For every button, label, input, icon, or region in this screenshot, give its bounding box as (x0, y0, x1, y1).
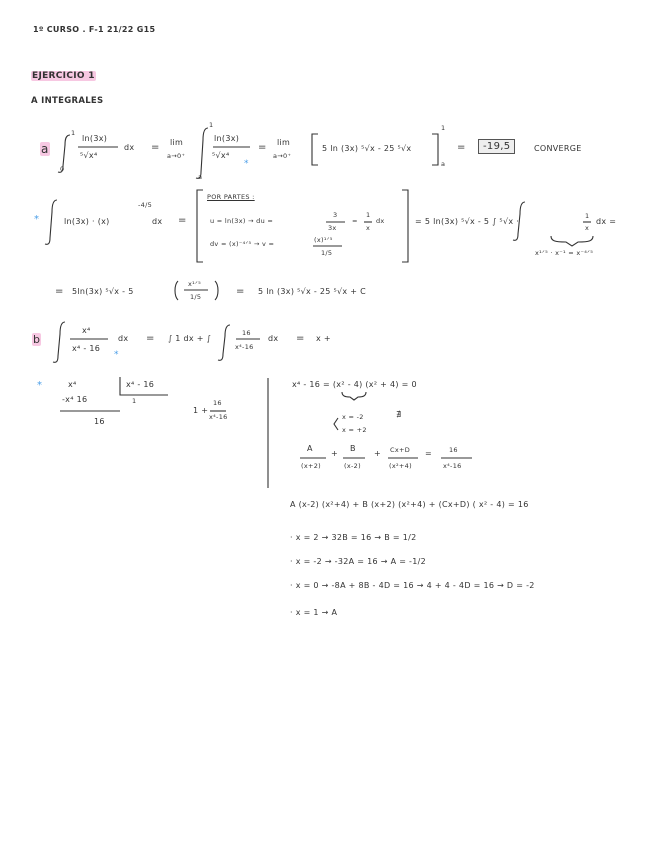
part-a-numerator: ln(3x) (82, 134, 108, 143)
exercise-title-label: EJERCICIO 1 (32, 71, 95, 81)
pf-eq: = (425, 449, 433, 458)
line3-frac-den: 1/5 (190, 293, 202, 301)
part-b-tail: x + (316, 334, 331, 343)
part-a-dx: dx (124, 143, 135, 152)
parts-dv-line: dv = (x)⁻⁴ᐟ⁵ → v = (210, 240, 275, 248)
part-a-label (40, 142, 50, 156)
parts-du-eq: = (352, 217, 358, 225)
factor-root1: x = -2 (342, 413, 364, 421)
part-a-bracket-lower: a (441, 160, 446, 168)
part-a-eq2: = (258, 142, 267, 153)
part-a-verdict: CONVERGE (534, 144, 582, 153)
part-b-denominator: x⁴ - 16 (72, 344, 101, 353)
line3-frac-num: x¹ᐟ⁵ (188, 280, 202, 288)
line3-final: 5 ln (3x) ⁵√x - 25 ⁵√x + C (258, 287, 367, 296)
parts-dx: dx (152, 217, 163, 226)
pf-bullet-1: · x = 2 → 32B = 16 → B = 1/2 (290, 533, 417, 542)
pf-bullet-3: · x = 0 → -8A + 8B - 4D = 16 → 4 + 4 - 4D = 16 → D = -2 (290, 581, 535, 590)
pf-bullet-1-text: x = 2 → 32B = 16 → B = 1/2 (295, 533, 417, 542)
part-a-lim2: lim (277, 138, 291, 147)
parts-du-num: 3 (333, 211, 338, 219)
factor-root2: x = +2 (342, 426, 367, 434)
pf-plus-2: + (374, 449, 382, 458)
pf-b-num: B (350, 444, 356, 453)
parts-eq: = (178, 215, 187, 226)
division-divisor: x⁴ - 16 (126, 380, 155, 389)
part-b-star: * (114, 350, 119, 360)
parts-result-frac-num: 1 (585, 212, 590, 220)
pf-r-den: x⁴-16 (443, 462, 462, 470)
part-b-label (32, 333, 41, 346)
part-a-result-box: -19,5 (478, 139, 515, 154)
part-a-lim1-lower: a (198, 173, 203, 181)
pf-big-equation: A (x-2) (x²+4) + B (x+2) (x²+4) + (Cx+D) ( x² - 4) = 16 (290, 500, 529, 509)
division-subtract: -x⁴ 16 (62, 395, 88, 404)
parts-star: * (34, 214, 40, 225)
line3-eq2: = (236, 286, 245, 297)
parts-du-dx: dx (376, 217, 385, 225)
part-a-upper-limit: 1 (71, 129, 76, 137)
part-a-eq3: = (457, 142, 466, 153)
part-a-lower-limit: 0 (60, 165, 65, 173)
part-b-split-den: x⁴-16 (235, 343, 254, 351)
part-b-label-text: b (33, 333, 41, 346)
parts-result-frac-den: x (585, 224, 590, 232)
parts-title: POR PARTES : (207, 193, 255, 201)
part-a-bracket-expr: 5 ln (3x) ⁵√x - 25 ⁵√x (322, 144, 412, 153)
pf-bullet-2-text: x = -2 → -32A = 16 → A = -1/2 (295, 557, 426, 566)
part-a-lim1: lim (170, 138, 184, 147)
integral-sign-lim1 (196, 128, 208, 178)
line3-eq: = (55, 286, 64, 297)
topic-title: A INTEGRALES (31, 96, 104, 106)
factor-no-root: ∄ (396, 410, 402, 419)
part-a-lim1-sub: a→0⁺ (167, 152, 186, 160)
factor-line1: x⁴ - 16 = (x² - 4) (x² + 4) = 0 (292, 380, 417, 389)
parts-under: x¹ᐟ⁵ · x⁻¹ = x⁻⁴ᐟ⁵ (535, 249, 594, 257)
pf-bullet-4-text: x = 1 → A (295, 608, 338, 617)
part-a-frac2-num: ln(3x) (214, 134, 240, 143)
part-b-eq2: = (296, 333, 305, 344)
part-a-denominator: ⁵√x⁴ (80, 151, 98, 160)
pf-c-num: Cx+D (390, 446, 411, 454)
parts-u-line: u = ln(3x) → du = (210, 217, 274, 225)
parts-result-dx: dx = (596, 217, 617, 226)
parts-du-simp-den: x (366, 224, 371, 232)
division-remainder: 16 (94, 417, 105, 426)
parts-integrand: ln(3x) · (x) (64, 217, 110, 226)
part-b-split: ∫ 1 dx + ∫ (168, 334, 212, 343)
parts-du-simp-num: 1 (366, 211, 371, 219)
part-a-label-text: a (41, 142, 49, 156)
part-b-eq: = (146, 333, 155, 344)
part-a-frac2-den: ⁵√x⁴ (212, 151, 230, 160)
part-a-bracket-upper: 1 (441, 124, 446, 132)
parts-v-num: (x)¹ᐟ⁵ (314, 236, 333, 244)
part-b-numerator: x⁴ (82, 326, 91, 335)
division-result-prefix: 1 + (193, 406, 209, 415)
division-result-num: 16 (213, 399, 222, 407)
parts-du-den: 3x (328, 224, 337, 232)
part-a-eq1: = (151, 142, 160, 153)
division-dividend: x⁴ (68, 380, 77, 389)
part-a-lim1-upper: 1 (209, 121, 214, 129)
parts-result: = 5 ln(3x) ⁵√x - 5 ∫ ⁵√x · (415, 217, 520, 226)
division-result-den: x⁴-16 (209, 413, 228, 421)
pf-b-den: (x-2) (344, 462, 361, 470)
pf-bullet-4: · x = 1 → A (290, 608, 338, 617)
part-b-dx: dx (118, 334, 129, 343)
part-b-split-num: 16 (242, 329, 251, 337)
parts-exponent: -4/5 (138, 201, 153, 209)
page-header: 1º CURSO . F-1 21/22 G15 (33, 25, 156, 34)
pf-bullet-3-text: x = 0 → -8A + 8B - 4D = 16 → 4 + 4 - 4D = 16 → D = -2 (295, 581, 535, 590)
pf-c-den: (x²+4) (389, 462, 412, 470)
exercise-title (31, 71, 96, 81)
parts-v-den: 1/5 (321, 249, 333, 257)
pf-r-num: 16 (449, 446, 458, 454)
division-quotient: 1 (132, 397, 137, 405)
division-star: * (37, 380, 43, 391)
part-a-lim2-sub: a→0⁺ (273, 152, 292, 160)
part-a-star: * (244, 159, 249, 169)
pf-bullet-2: · x = -2 → -32A = 16 → A = -1/2 (290, 557, 426, 566)
part-b-split-dx: dx (268, 334, 279, 343)
pf-plus-1: + (331, 449, 339, 458)
pf-a-num: A (307, 444, 313, 453)
line3-expr: 5ln(3x) ⁵√x - 5 (72, 287, 134, 296)
pf-a-den: (x+2) (301, 462, 322, 470)
